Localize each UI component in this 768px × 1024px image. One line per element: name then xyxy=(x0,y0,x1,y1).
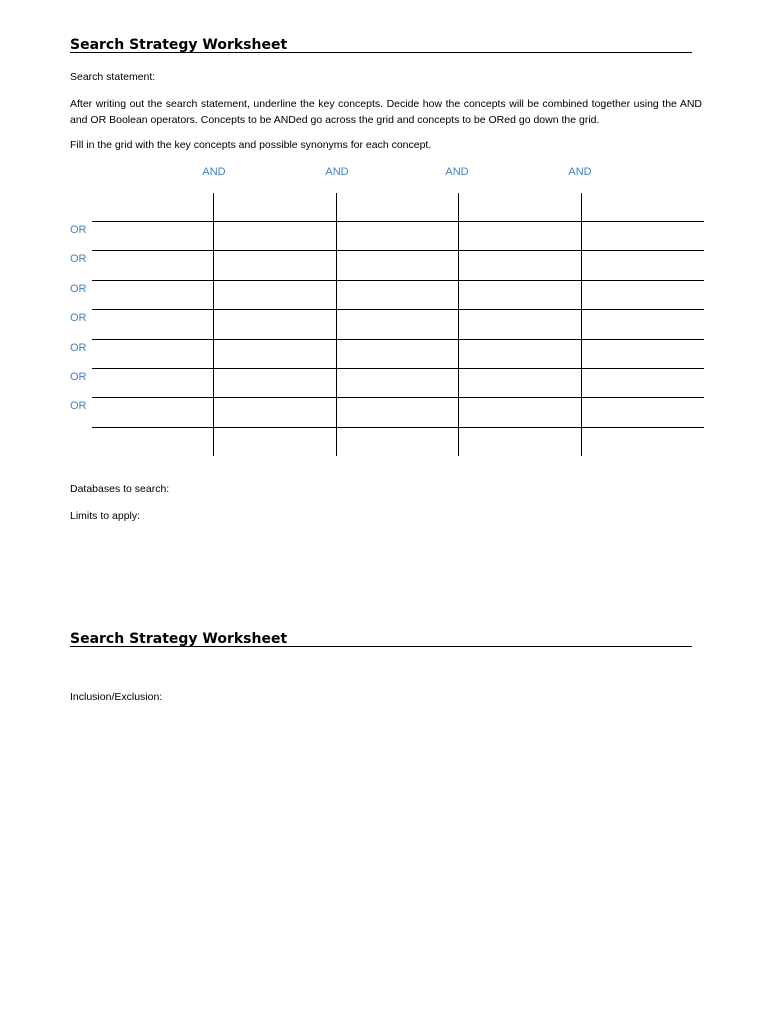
grid-instruction: Fill in the grid with the key concepts and possible synonyms for each concept. xyxy=(70,139,432,151)
grid-row-line xyxy=(92,309,704,310)
or-operator-label: OR xyxy=(70,371,87,383)
and-operator-label: AND xyxy=(445,166,469,178)
or-operator-label: OR xyxy=(70,342,87,354)
grid-column-divider xyxy=(336,193,337,456)
grid-row-line xyxy=(92,339,704,340)
grid-row-line xyxy=(92,397,704,398)
or-operator-label: OR xyxy=(70,224,87,236)
grid-column-divider xyxy=(213,193,214,456)
or-operator-label: OR xyxy=(70,283,87,295)
databases-label: Databases to search: xyxy=(70,483,170,495)
grid-row-line xyxy=(92,250,704,251)
grid-column-divider xyxy=(458,193,459,456)
inclusion-exclusion-label: Inclusion/Exclusion: xyxy=(70,691,163,703)
grid-row-line xyxy=(92,427,704,428)
instructions-paragraph: After writing out the search statement, underline the key concepts. Decide how the concepts will be combined together using the AND and OR Boolean operators. Concepts to be ANDed go across the grid and concepts to be ORed go down the grid. xyxy=(70,98,702,126)
title-underline xyxy=(70,646,692,647)
grid-row-line xyxy=(92,221,704,222)
and-operator-label: AND xyxy=(325,166,349,178)
search-statement-label: Search statement: xyxy=(70,71,156,83)
and-operator-label: AND xyxy=(568,166,592,178)
grid-row-line xyxy=(92,280,704,281)
limits-label: Limits to apply: xyxy=(70,510,141,522)
and-operator-label: AND xyxy=(202,166,226,178)
page-title: Search Strategy Worksheet xyxy=(70,631,288,647)
grid-row-line xyxy=(92,368,704,369)
title-underline xyxy=(70,52,692,53)
or-operator-label: OR xyxy=(70,400,87,412)
or-operator-label: OR xyxy=(70,253,87,265)
page-title: Search Strategy Worksheet xyxy=(70,37,288,53)
grid-column-divider xyxy=(581,193,582,456)
or-operator-label: OR xyxy=(70,312,87,324)
